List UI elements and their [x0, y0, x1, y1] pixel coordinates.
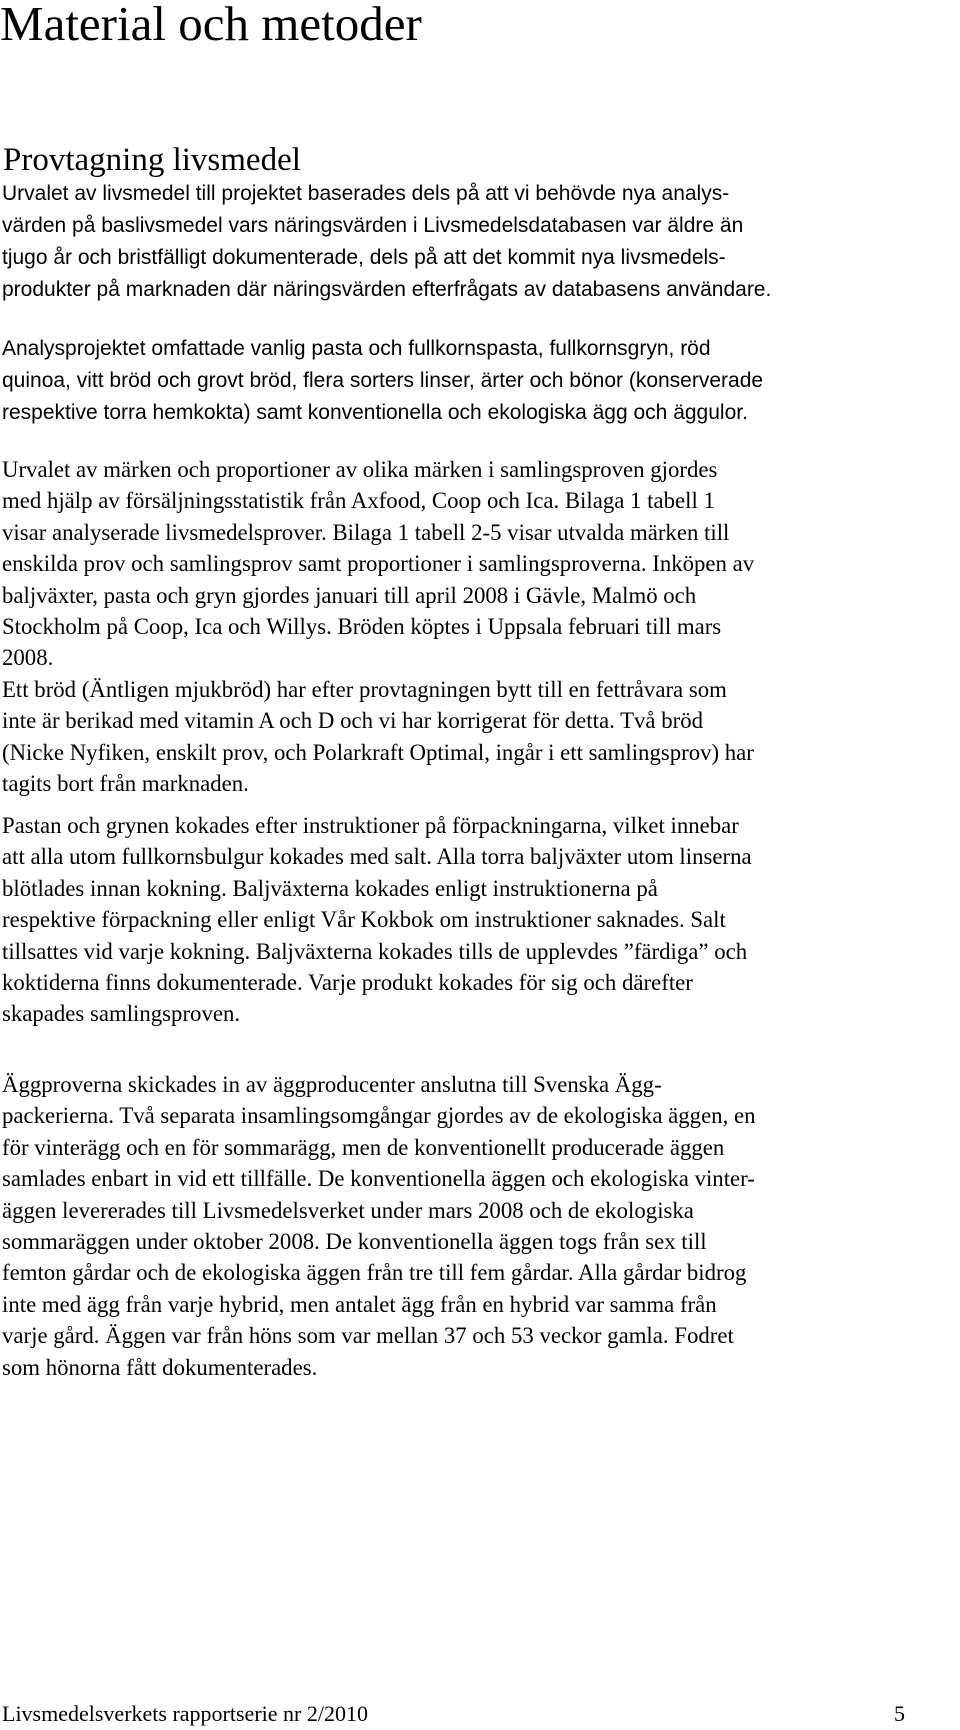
text-line: Pastan och grynen kokades efter instruktioner på förpackningarna, vilket innebar — [2, 813, 739, 838]
text-line: (Nicke Nyfiken, enskilt prov, och Polarkraft Optimal, ingår i ett samlingsprov) har — [2, 739, 754, 765]
text-line: med hjälp av försäljningsstatistik från Axfood, Coop och Ica. Bilaga 1 tabell 1 — [2, 488, 715, 514]
text-line: femton gårdar och de ekologiska äggen från tre till fem gårdar. Alla gårdar bidrog — [2, 1260, 747, 1286]
text-line: som hönorna fått dokumenterades. — [2, 1354, 318, 1380]
text-line: tillsattes vid varje kokning. Baljväxterna kokades tills de upplevdes ”färdiga” och — [2, 938, 748, 964]
paragraph-project-scope — [2, 333, 763, 429]
page-number: 5 — [894, 1701, 905, 1726]
text-line: quinoa, vitt bröd och grovt bröd, flera sorters linser, ärter och bönor (konserverade — [2, 369, 764, 392]
text-line: blötlades innan kokning. Baljväxterna kokades enligt instruktionerna på — [2, 875, 658, 901]
text-line: skapades samlingsproven. — [2, 1001, 241, 1027]
text-line: sommaräggen under oktober 2008. De konventionella äggen togs från sex till — [2, 1229, 707, 1255]
text-line: Analysprojektet omfattade vanlig pasta och fullkornspasta, fullkornsgryn, röd — [2, 337, 711, 360]
text-line: 2008. — [2, 645, 54, 671]
text-line: respektive torra hemkokta) samt konventionella och ekologiska ägg och äggulor. — [2, 401, 748, 424]
text-line: respektive förpackning eller enligt Vår Kokbok om instruktioner saknades. Salt — [2, 907, 726, 933]
text-line: Urvalet av livsmedel till projektet baserades dels på att vi behövde nya analys- — [2, 182, 730, 205]
text-line: produkter på marknaden där näringsvärden efterfrågats av databasens användare. — [2, 278, 772, 301]
text-line: enskilda prov och samlingsprov samt proportioner i samlingsproverna. Inköpen av — [2, 551, 755, 577]
text-line: tagits bort från marknaden. — [2, 771, 249, 797]
text-line: inte med ägg från varje hybrid, men antalet ägg från en hybrid var samma från — [2, 1291, 717, 1317]
text-line: värden på baslivsmedel vars näringsvärden i Livsmedelsdatabasen var äldre än — [2, 214, 744, 237]
text-line: att alla utom fullkornsbulgur kokades med salt. Alla torra baljväxter utom linserna — [2, 844, 752, 870]
section-heading: Provtagning livsmedel — [3, 142, 301, 178]
text-line: Ett bröd (Äntligen mjukbröd) har efter provtagningen bytt till en fettråvara som — [2, 676, 727, 702]
chapter-title: Material och metoder — [0, 0, 422, 51]
text-line: samlades enbart in vid ett tillfälle. De konventionella äggen och ekologiska vinter- — [2, 1166, 755, 1192]
text-line: Stockholm på Coop, Ica och Willys. Bröden köptes i Uppsala februari till mars — [2, 614, 722, 640]
text-line: packerierna. Två separata insamlingsomgångar gjordes av de ekologiska äggen, en — [2, 1103, 756, 1129]
text-line: koktiderna finns dokumenterade. Varje produkt kokades för sig och därefter — [2, 970, 693, 996]
report-series-label: Livsmedelsverkets rapportserie nr 2/2010 — [2, 1701, 368, 1726]
text-line: Urvalet av märken och proportioner av olika märken i samlingsproven gjordes — [2, 457, 718, 482]
paragraph-selection-basis — [2, 178, 771, 306]
text-line: för vinterägg och en för sommarägg, men de konventionellt producerade äggen — [2, 1134, 725, 1160]
text-line: inte är berikad med vitamin A och D och vi har korrigerat för detta. Två bröd — [2, 708, 703, 734]
text-line: varje gård. Äggen var från höns som var mellan 37 och 53 veckor gamla. Fodret — [2, 1323, 734, 1349]
paragraph-brand-selection — [2, 454, 754, 799]
text-line: tjugo år och bristfälligt dokumenterade, dels på att det kommit nya livsmedels- — [2, 246, 726, 269]
text-line: äggen levererades till Livsmedelsverket under mars 2008 och de ekologiska — [2, 1197, 694, 1223]
paragraph-cooking — [2, 810, 752, 1030]
text-line: Äggproverna skickades in av äggproducenter anslutna till Svenska Ägg- — [2, 1072, 662, 1097]
text-line: baljväxter, pasta och gryn gjordes januari till april 2008 i Gävle, Malmö och — [2, 582, 697, 608]
text-line: visar analyserade livsmedelsprover. Bilaga 1 tabell 2-5 visar utvalda märken till — [2, 519, 730, 545]
page-footer — [0, 1700, 905, 1730]
paragraph-egg-samples — [2, 1069, 756, 1383]
